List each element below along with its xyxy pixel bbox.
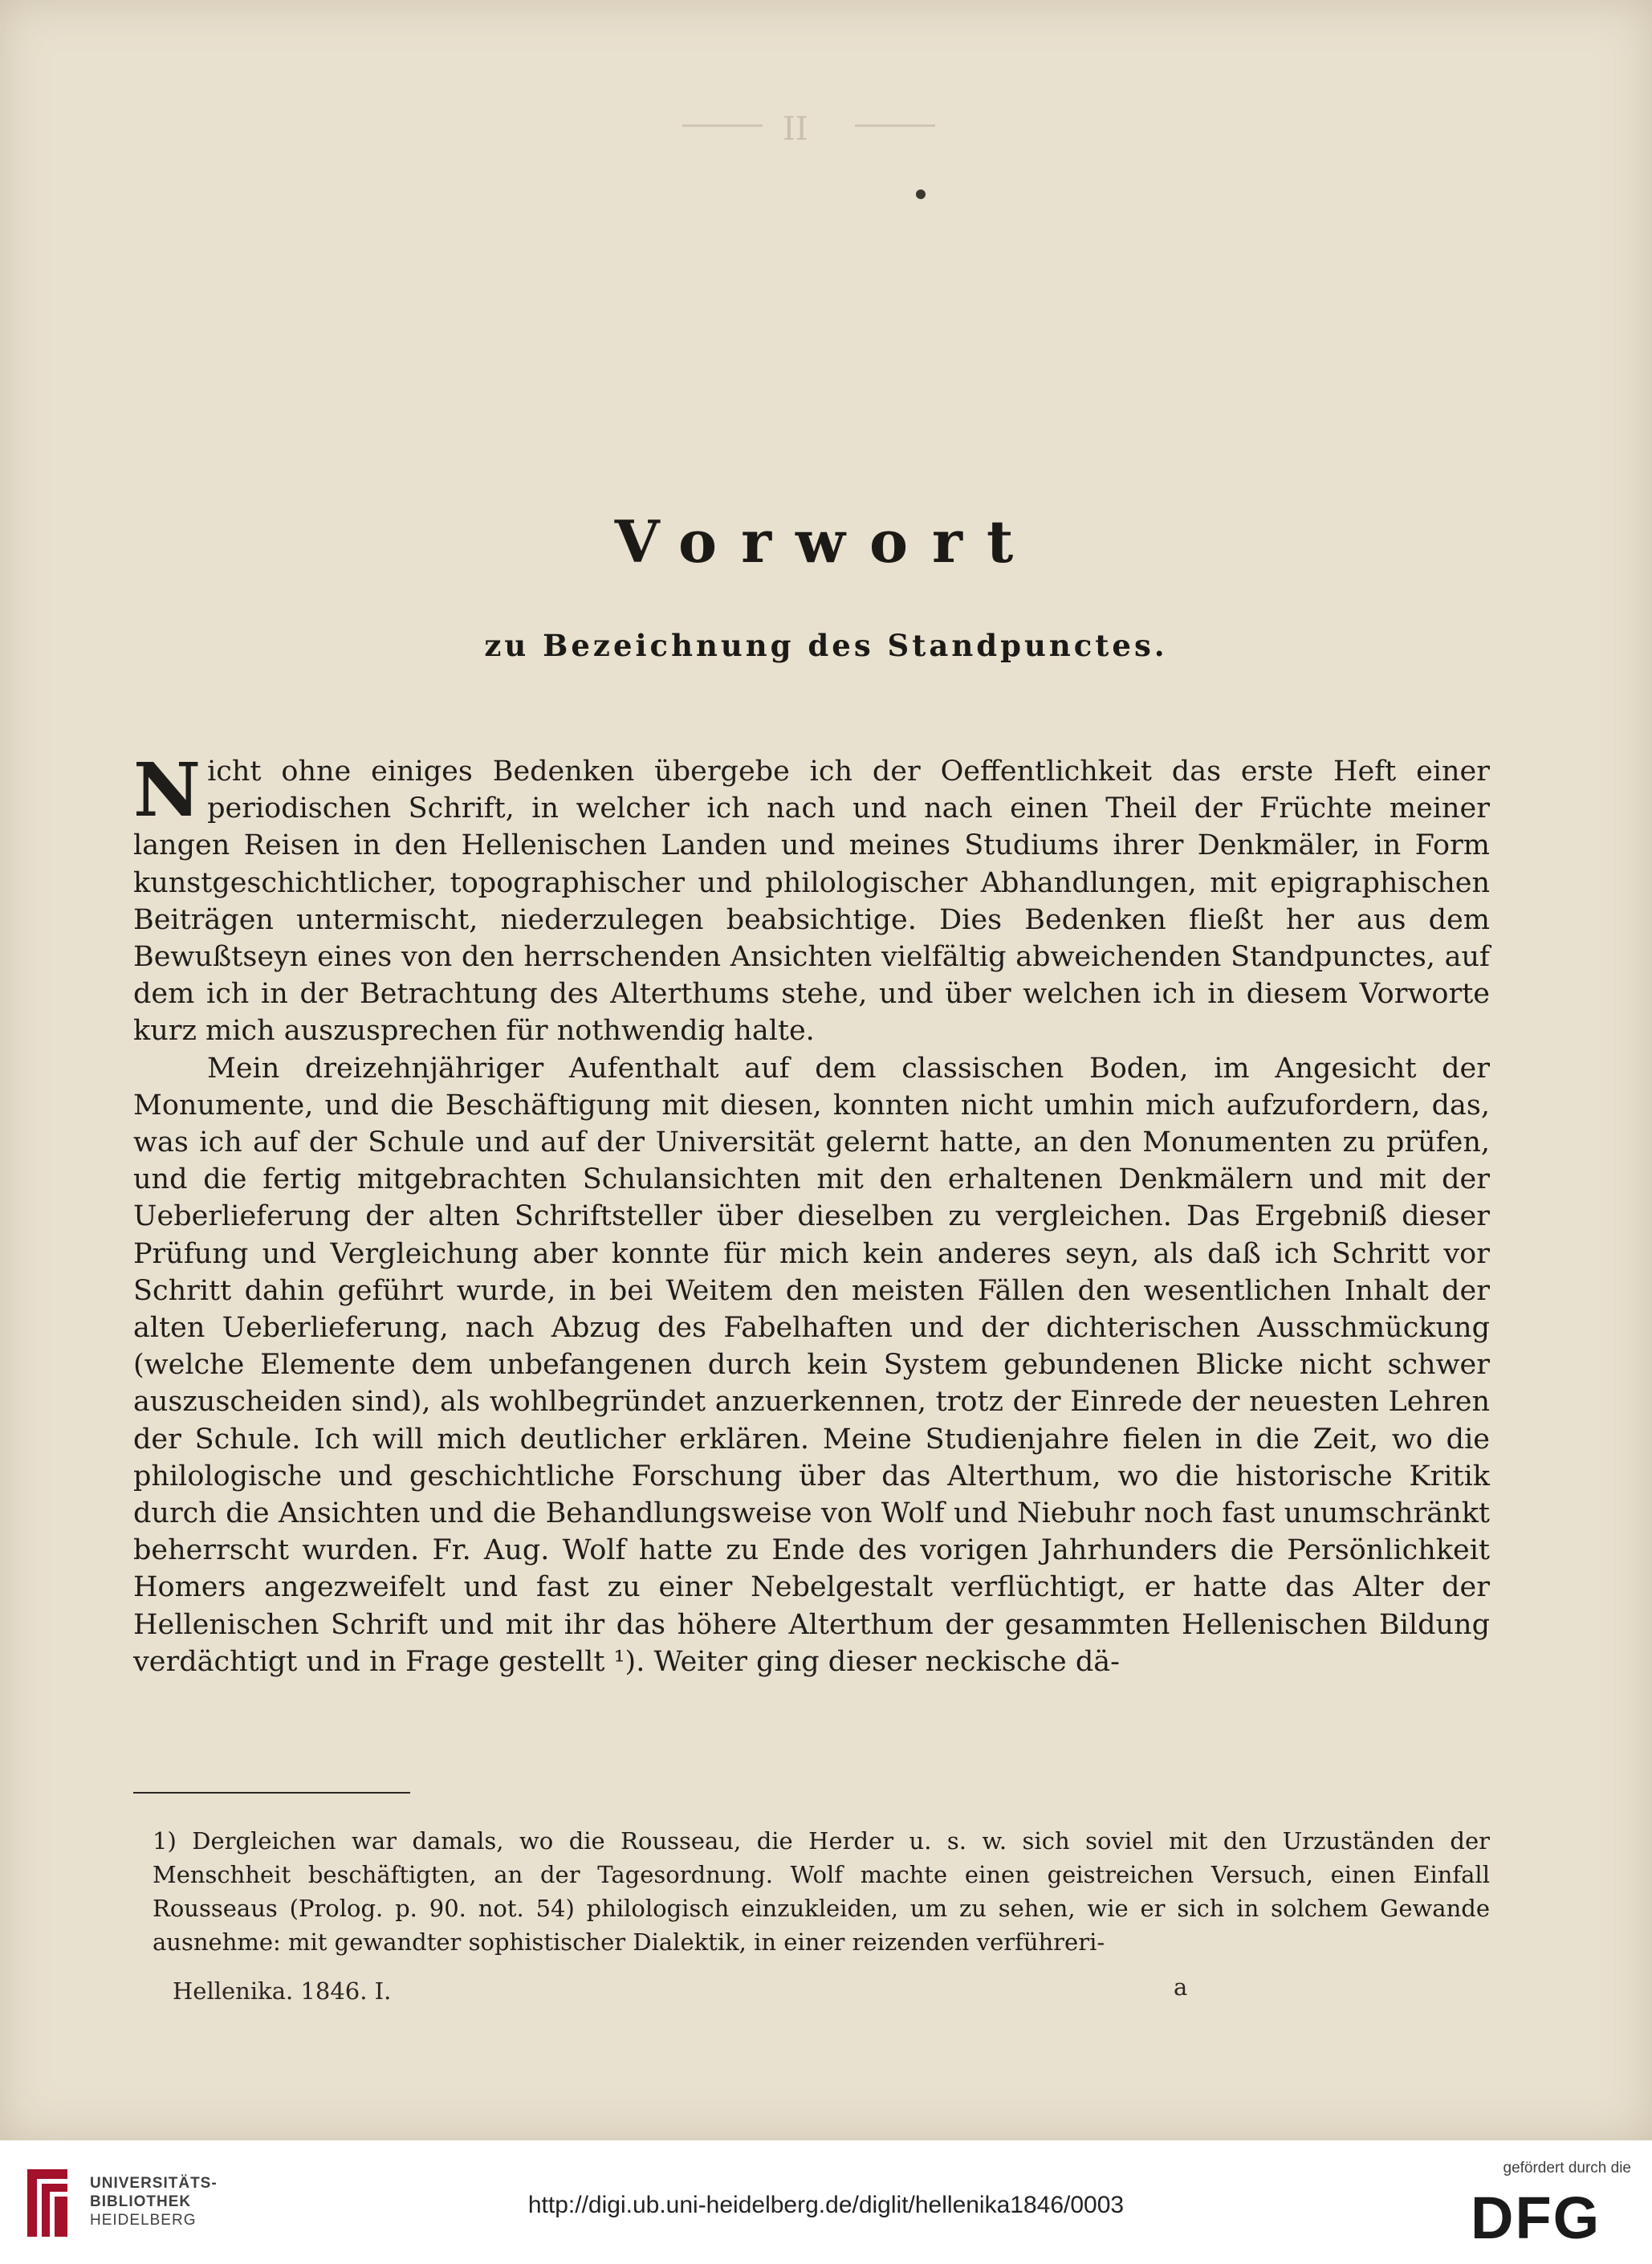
viewer-footer-bar bbox=[0, 2140, 1652, 2264]
running-footer: Hellenika. 1846. I. bbox=[173, 1977, 392, 2005]
page-title: Vorwort bbox=[614, 507, 1038, 576]
footnote-rule bbox=[133, 1792, 410, 1794]
paragraph bbox=[133, 747, 1490, 1050]
dfg-logo-text: DFG bbox=[1471, 2190, 1601, 2243]
permalink-url[interactable]: http://digi.ub.uni-heidelberg.de/diglit/hellenika1846/0003 bbox=[527, 2192, 1125, 2218]
library-name-line: HEIDELBERG bbox=[90, 2212, 197, 2229]
faded-page-number: II bbox=[783, 111, 808, 148]
paragraph-text: icht ohne einiges Bedenken übergebe ich der Oeffentlichkeit das erste Heft einer periodischen Schrift, in welcher ich nach und nach einen Theil der Früchte meiner langen Reisen in den Hellenischen Landen und meines Studiums ihrer Denkmäler, in Form kunstgeschichtlicher, topographischer und philologischer Abhandlungen, mit epigraphischen Beiträgen untermischt, niederzulegen beabsichtige. Dies Bedenken fließt her aus dem Bewußtseyn eines von den herrschenden Ansichten vielfältig abweichenden Standpunctes, auf dem ich in der Betrachtung des Alterthums stehe, und über welchen ich in diesem Vorworte kurz mich auszusprechen für nothwendig halte. bbox=[133, 755, 1490, 1048]
ink-dot bbox=[916, 189, 926, 199]
library-name-line: BIBLIOTHEK bbox=[90, 2193, 192, 2210]
paragraph: Mein dreizehnjähriger Aufenthalt auf dem classischen Boden, im Angesicht der Monumente, und die Beschäftigung mit diesen, konnten nicht umhin mich aufzufordern, das, was ich auf der Schule und auf der Universität gelernt hatte, an den Monumenten zu prüfen, und die fertig mitgebrachten Schulansichten mit den erhaltenen Denkmälern und mit der Ueberlieferung der alten Schriftsteller über dieselben zu vergleichen. Das Ergebniß dieser Prüfung und Vergleichung aber konnte für mich kein anderes seyn, als daß ich Schritt vor Schritt dahin geführt wurde, in bei Weitem den meisten Fällen den wesentlichen Inhalt der alten Ueberlieferung, nach Abzug des Fabelhaften und der dichterischen Ausschmückung (welche Elemente dem unbefangenen durch kein System gebundenen Blicke nicht schwer auszuscheiden sind), als wohlbegründet anzuerkennen, trotz der Einrede der neuesten Lehren der Schule. Ich will mich deutlicher erklären. Meine Studienjahre fielen in die Zeit, wo die philologische und geschichtliche Forschung über das Alterthum, wo die historische Kritik durch die Ansichten und die Behandlungsweise von Wolf und Niebuhr noch fast unumschränkt beherrscht wurden. Fr. Aug. Wolf hatte zu Ende des vorigen Jahrhunders die Persönlichkeit Homers angezweifelt und fast zu einer Nebelgestalt verflüchtigt, er hatte das Alter der Hellenischen Schrift und mit ihr das höhere Alterthum der gesammten Hellenischen Bildung verdächtigt und in Frage gestellt ¹). Weiter ging dieser neckische dä- bbox=[133, 1052, 1490, 1678]
footnote: 1) Dergleichen war damals, wo die Rousseau, die Herder u. s. w. sich soviel mit den Urzuständen der Menschheit beschäftigten, an der Tagesordnung. Wolf machte einen geistreichen Versuch, einen Einfall Rousseaus (Prolog. p. 90. not. 54) philologisch einzukleiden, um zu sehen, wie er sich in solchem Gewande ausnehme: mit gewandter sophistischer Dialektik, in einer reizenden verführeri- bbox=[153, 1827, 1490, 1956]
library-name-line: UNIVERSITÄTS- bbox=[90, 2175, 218, 2192]
body-text bbox=[133, 747, 1490, 1680]
drop-cap: N bbox=[133, 747, 201, 833]
funded-by-label: gefördert durch die bbox=[1503, 2160, 1631, 2176]
page-subtitle: zu Bezeichnung des Standpunctes. bbox=[484, 628, 1168, 663]
header-rule-left bbox=[682, 124, 763, 127]
header-rule-right bbox=[855, 124, 935, 127]
signature-mark: a bbox=[1174, 1973, 1188, 2001]
dfg-logo-icon[interactable] bbox=[1471, 2190, 1631, 2243]
